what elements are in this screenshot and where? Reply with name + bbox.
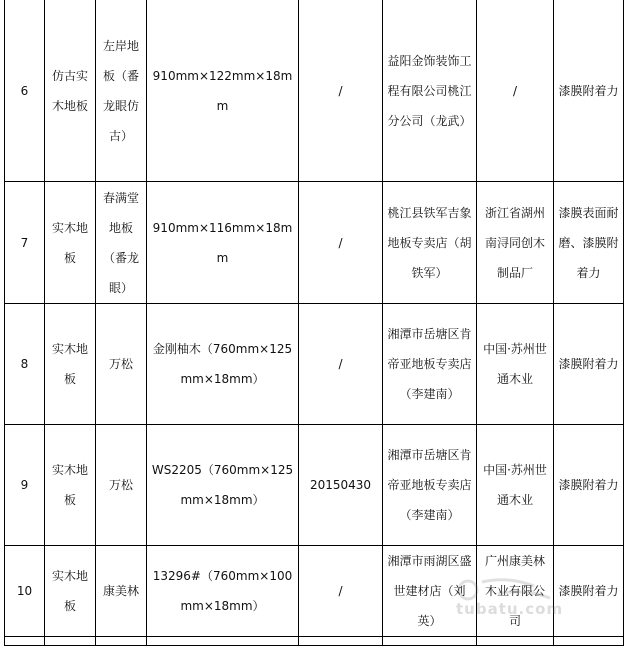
- category-cell: 实木地板: [45, 546, 96, 637]
- row-number-cell: 6: [5, 0, 45, 182]
- failed-item-cell: 漆膜表面耐磨、漆膜附着力: [554, 182, 624, 304]
- batch-cell: /: [299, 546, 383, 637]
- brand-cell: 万松: [96, 304, 147, 425]
- empty-cell: [96, 637, 147, 646]
- inspection-results-table: [4, 0, 624, 646]
- manufacturer-cell: /: [477, 0, 554, 182]
- manufacturer-cell: 中国·苏州世通木业: [477, 425, 554, 546]
- category-cell: 仿古实木地板: [45, 0, 96, 182]
- spec-cell: 910mm×122mm×18mm: [147, 0, 299, 182]
- manufacturer-cell: 中国·苏州世通木业: [477, 304, 554, 425]
- manufacturer-cell: 广州康美林木业有限公司: [477, 546, 554, 637]
- table-row: [5, 0, 624, 182]
- brand-cell: 康美林: [96, 546, 147, 637]
- row-number-cell: 8: [5, 304, 45, 425]
- table-row-partial: [5, 637, 624, 646]
- manufacturer-cell: 浙江省湖州南浔同创木制品厂: [477, 182, 554, 304]
- empty-cell: [299, 637, 383, 646]
- empty-cell: [477, 637, 554, 646]
- row-number-cell: 9: [5, 425, 45, 546]
- spec-cell: 金刚柚木（760mm×125mm×18mm）: [147, 304, 299, 425]
- table-row: [5, 546, 624, 637]
- spec-cell: 910mm×116mm×18mm: [147, 182, 299, 304]
- failed-item-cell: 漆膜附着力: [554, 0, 624, 182]
- failed-item-cell: 漆膜附着力: [554, 425, 624, 546]
- empty-cell: [147, 637, 299, 646]
- seller-cell: 桃江县铁军吉象地板专卖店（胡铁军）: [383, 182, 477, 304]
- seller-cell: 湘潭市岳塘区肯帝亚地板专卖店（李建南）: [383, 425, 477, 546]
- seller-cell: 湘潭市雨湖区盛世建材店（刘英）: [383, 546, 477, 637]
- seller-cell: 湘潭市岳塘区肯帝亚地板专卖店（李建南）: [383, 304, 477, 425]
- batch-cell: /: [299, 304, 383, 425]
- row-number-cell: 10: [5, 546, 45, 637]
- empty-cell: [383, 637, 477, 646]
- category-cell: 实木地板: [45, 182, 96, 304]
- empty-cell: [554, 637, 624, 646]
- spec-cell: 13296#（760mm×100mm×18mm）: [147, 546, 299, 637]
- failed-item-cell: 漆膜附着力: [554, 304, 624, 425]
- table-row: [5, 182, 624, 304]
- batch-cell: 20150430: [299, 425, 383, 546]
- brand-cell: 左岸地板（番龙眼仿古）: [96, 0, 147, 182]
- table-row: [5, 304, 624, 425]
- batch-cell: /: [299, 0, 383, 182]
- category-cell: 实木地板: [45, 425, 96, 546]
- brand-cell: 春满堂地板（番龙眼）: [96, 182, 147, 304]
- batch-cell: /: [299, 182, 383, 304]
- empty-cell: [5, 637, 45, 646]
- category-cell: 实木地板: [45, 304, 96, 425]
- failed-item-cell: 漆膜附着力: [554, 546, 624, 637]
- brand-cell: 万松: [96, 425, 147, 546]
- watermark-text: tubatu.com: [456, 600, 564, 618]
- table-row: [5, 425, 624, 546]
- seller-cell: 益阳金饰装饰工程有限公司桃江分公司（龙武）: [383, 0, 477, 182]
- row-number-cell: 7: [5, 182, 45, 304]
- empty-cell: [45, 637, 96, 646]
- spec-cell: WS2205（760mm×125mm×18mm）: [147, 425, 299, 546]
